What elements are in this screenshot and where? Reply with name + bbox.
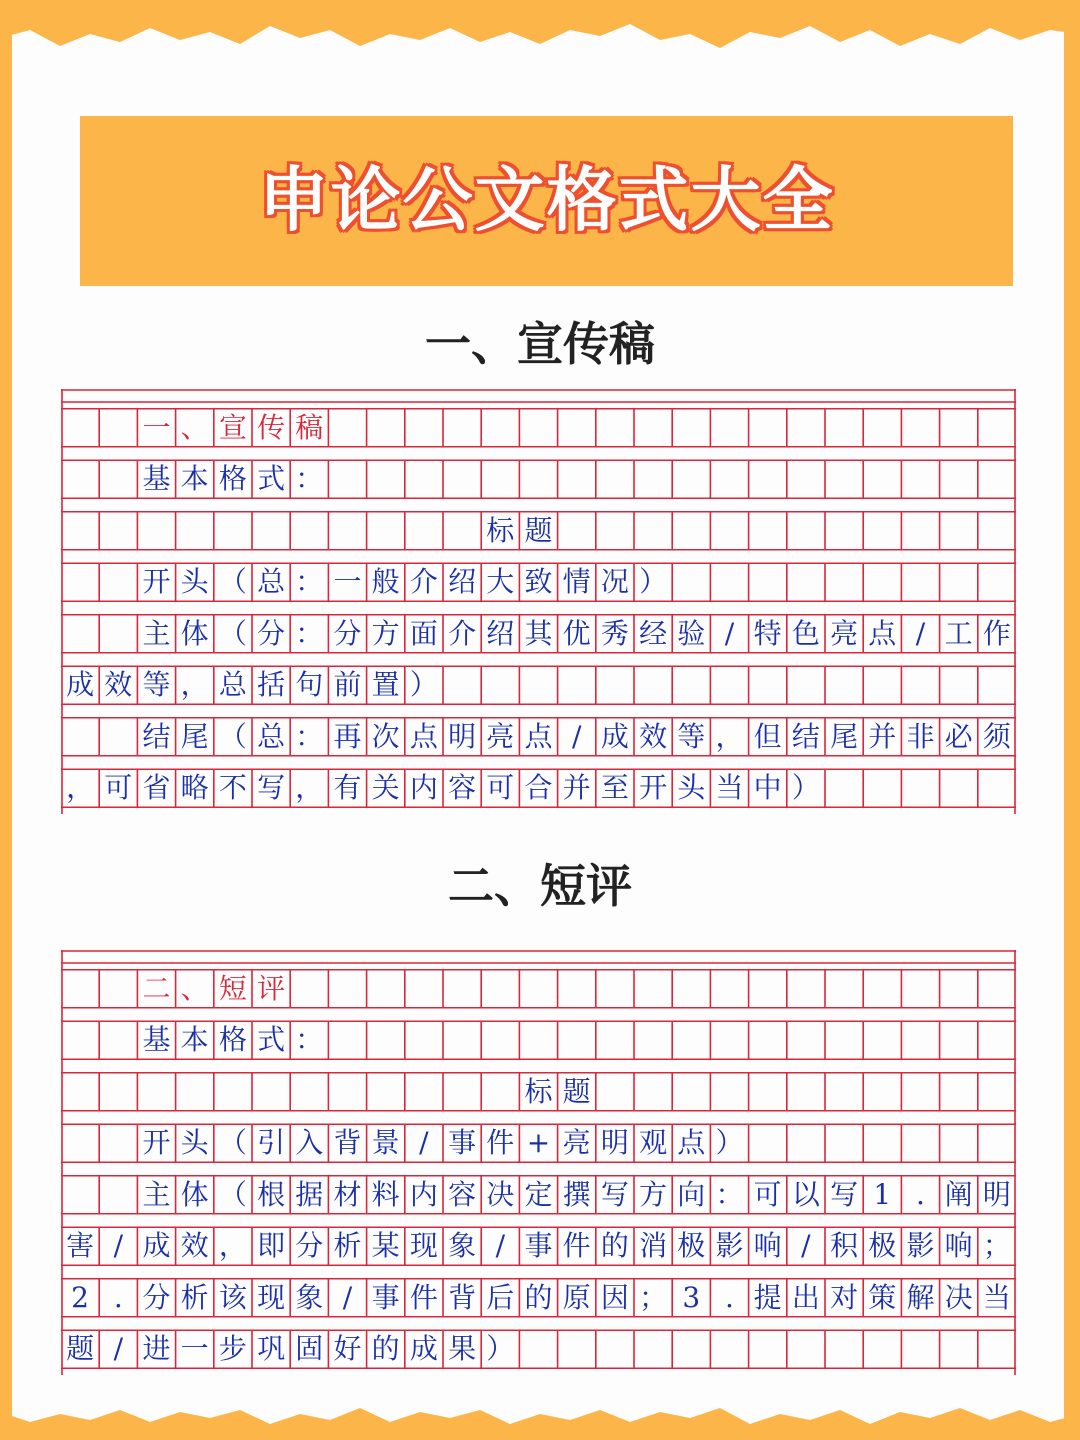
- grid-character: 明: [448, 719, 477, 753]
- grid-character: 响: [753, 1229, 782, 1263]
- grid-character: 开: [639, 771, 668, 805]
- grid-character: /: [113, 1332, 123, 1366]
- grid-character: 写: [257, 771, 286, 805]
- grid-character: ：: [295, 719, 324, 753]
- grid-character: /: [915, 616, 926, 650]
- grid-character: 1: [873, 1177, 892, 1211]
- grid-character: 结: [142, 719, 171, 753]
- grid-character: ）: [486, 1332, 515, 1366]
- grid-character: 向: [677, 1177, 706, 1211]
- grid-character: 入: [295, 1126, 324, 1160]
- grid-character: 消: [639, 1229, 668, 1263]
- grid-character: 3: [682, 1280, 701, 1314]
- grid-character: 阐: [944, 1177, 973, 1211]
- grid-character: 引: [257, 1126, 286, 1160]
- grid-character: 析: [333, 1229, 362, 1263]
- grid-character: 尾: [830, 719, 859, 753]
- grid-character: 括: [257, 668, 286, 702]
- grid-character: 必: [944, 719, 973, 753]
- grid-character: 内: [409, 771, 438, 805]
- title-banner: [80, 116, 1013, 286]
- grid-character: 一: [333, 565, 362, 599]
- grid-character: 式: [257, 462, 286, 496]
- grid-character: 亮: [562, 1126, 591, 1160]
- grid-character: ，: [218, 1229, 247, 1263]
- grid-character: 后: [486, 1280, 515, 1314]
- grid-character: 中: [753, 771, 782, 805]
- grid-character: （: [218, 1177, 247, 1211]
- grid-character: 评: [257, 971, 286, 1005]
- grid-character: 容: [448, 771, 477, 805]
- grid-character: 主: [142, 1177, 171, 1211]
- grid-character: 策: [868, 1280, 897, 1314]
- grid-character: 题: [66, 1332, 95, 1366]
- grid-character: 总: [218, 668, 247, 702]
- grid-character: 尾: [180, 719, 209, 753]
- grid-character: 大: [486, 565, 515, 599]
- grid-character: 头: [677, 771, 706, 805]
- grid-character: 结: [791, 719, 820, 753]
- grid-character: ：: [715, 1177, 744, 1211]
- grid-character: 并: [562, 771, 591, 805]
- grid-character: 内: [409, 1177, 438, 1211]
- grid-character: 件: [409, 1280, 438, 1314]
- grid-character: 事: [448, 1126, 477, 1160]
- grid-character: 略: [180, 771, 209, 805]
- grid-character: 据: [295, 1177, 324, 1211]
- grid-character: 式: [257, 1023, 286, 1057]
- section-heading-2: 二、短评: [448, 859, 632, 913]
- grid-character: /: [342, 1280, 353, 1314]
- grid-character: ）: [791, 771, 820, 805]
- grid-character: 、: [180, 971, 209, 1005]
- torn-paper-bottom-edge: [0, 1400, 1080, 1440]
- grid-character: 宣: [218, 410, 247, 444]
- grid-character: 该: [218, 1280, 247, 1314]
- grid-character: ，: [295, 771, 324, 805]
- grid-character: 成: [66, 668, 95, 702]
- grid-character: 点: [524, 719, 553, 753]
- grid-character: 开: [142, 1126, 171, 1160]
- grid-character: 的: [524, 1280, 553, 1314]
- grid-character: 总: [257, 719, 286, 753]
- grid-character: ；: [639, 1280, 668, 1314]
- grid-character: 况: [600, 565, 629, 599]
- grid-character: ）: [639, 565, 668, 599]
- grid-character: 背: [448, 1280, 477, 1314]
- grid-character: 影: [715, 1229, 744, 1263]
- grid-character: 题: [524, 513, 553, 547]
- grid-character: 效: [180, 1229, 209, 1263]
- grid-character: 写: [600, 1177, 629, 1211]
- grid-character: 影: [906, 1229, 935, 1263]
- grid-character: 极: [868, 1229, 897, 1263]
- grid-character: 成: [409, 1332, 438, 1366]
- grid-character: 传: [257, 410, 286, 444]
- torn-paper-top-edge: [0, 0, 1080, 70]
- grid-character: +: [526, 1126, 551, 1160]
- grid-character: 即: [257, 1229, 286, 1263]
- grid-character: /: [571, 719, 582, 753]
- grid-character: 效: [104, 668, 133, 702]
- grid-character: 事: [371, 1280, 400, 1314]
- grid-character: 面: [409, 616, 438, 650]
- grid-character: 绍: [486, 616, 515, 650]
- grid-character: 非: [906, 719, 935, 753]
- grid-character: /: [724, 616, 735, 650]
- grid-character: 容: [448, 1177, 477, 1211]
- grid-character: 但: [753, 719, 782, 753]
- grid-character: 象: [448, 1229, 477, 1263]
- grid-character: ：: [295, 462, 324, 496]
- grid-character: （: [218, 565, 247, 599]
- grid-character: 开: [142, 565, 171, 599]
- grid-character: ，: [66, 771, 95, 805]
- grid-character: 并: [868, 719, 897, 753]
- grid-character: 等: [677, 719, 706, 753]
- grid-character: 方: [639, 1177, 668, 1211]
- grid-character: 可: [753, 1177, 782, 1211]
- grid-character: ，: [715, 719, 744, 753]
- grid-character: 出: [791, 1280, 820, 1314]
- grid-character: .: [725, 1280, 734, 1314]
- grid-character: 、: [180, 410, 209, 444]
- grid-character: /: [113, 1229, 123, 1263]
- grid-character: 可: [486, 771, 515, 805]
- grid-character: 稿: [295, 410, 324, 444]
- grid-character: 进: [142, 1332, 171, 1366]
- page-title: 申论公文格式大全: [258, 159, 835, 241]
- grid-character: 当: [982, 1280, 1011, 1314]
- grid-character: （: [218, 719, 247, 753]
- grid-character: 观: [639, 1126, 668, 1160]
- grid-character: 介: [448, 616, 477, 650]
- grid-character: 对: [830, 1280, 859, 1314]
- grid-character: 等: [142, 668, 171, 702]
- grid-character: 置: [371, 668, 400, 702]
- grid-character: 果: [448, 1332, 477, 1366]
- grid-character: 格: [218, 1023, 247, 1057]
- grid-character: 成: [600, 719, 629, 753]
- grid-character: 情: [562, 565, 591, 599]
- grid-character: 因: [600, 1280, 629, 1314]
- grid-character: 分: [142, 1280, 171, 1314]
- grid-character: 分: [257, 616, 286, 650]
- grid-character: 分: [295, 1229, 324, 1263]
- writing-grid-2: [61, 950, 1016, 1375]
- grid-character: 介: [409, 565, 438, 599]
- grid-character: 短: [218, 971, 247, 1005]
- grid-character: ，: [180, 668, 209, 702]
- grid-character: /: [495, 1229, 505, 1263]
- grid-character: 象: [295, 1280, 324, 1314]
- grid-character: 现: [409, 1229, 438, 1263]
- grid-character: 不: [218, 771, 247, 805]
- grid-character: 的: [371, 1332, 400, 1366]
- grid-character: 亮: [486, 719, 515, 753]
- grid-character: .: [916, 1177, 925, 1211]
- writing-grid-1: [61, 389, 1016, 814]
- grid-character: 优: [562, 616, 591, 650]
- grid-character: 一: [180, 1332, 209, 1366]
- grid-character: 头: [180, 565, 209, 599]
- grid-character: 有: [333, 771, 362, 805]
- grid-character: 格: [218, 462, 247, 496]
- grid-character: 本: [180, 462, 209, 496]
- grid-character: 次: [371, 719, 400, 753]
- grid-character: 须: [982, 719, 1011, 753]
- grid-character: 以: [791, 1177, 820, 1211]
- grid-character: 句: [295, 668, 324, 702]
- grid-character: （: [218, 1126, 247, 1160]
- grid-character: 响: [944, 1229, 973, 1263]
- grid-character: 撰: [562, 1177, 591, 1211]
- grid-character: 景: [371, 1126, 400, 1160]
- grid-character: ）: [409, 668, 438, 702]
- grid-character: 分: [333, 616, 362, 650]
- grid-character: 色: [791, 616, 820, 650]
- grid-character: 基: [142, 1023, 171, 1057]
- grid-character: 点: [868, 616, 897, 650]
- grid-character: 一: [142, 410, 171, 444]
- grid-character: ：: [295, 616, 324, 650]
- grid-character: 秀: [600, 616, 629, 650]
- grid-character: 料: [371, 1177, 400, 1211]
- grid-character: 标: [524, 1074, 553, 1108]
- grid-character: 材: [333, 1177, 362, 1211]
- grid-character: 点: [409, 719, 438, 753]
- grid-character: 明: [600, 1126, 629, 1160]
- grid-character: .: [113, 1280, 123, 1314]
- grid-character: 效: [639, 719, 668, 753]
- grid-character: 体: [180, 1177, 209, 1211]
- grid-character: ；: [982, 1229, 1011, 1263]
- grid-character: 验: [677, 616, 706, 650]
- grid-character: 点: [677, 1126, 706, 1160]
- grid-character: 再: [333, 719, 362, 753]
- grid-character: 总: [257, 565, 286, 599]
- grid-character: 致: [524, 565, 553, 599]
- grid-character: 积: [830, 1229, 859, 1263]
- grid-character: （: [218, 616, 247, 650]
- grid-character: /: [419, 1126, 429, 1160]
- grid-character: 件: [562, 1229, 591, 1263]
- grid-character: 决: [944, 1280, 973, 1314]
- grid-character: 绍: [448, 565, 477, 599]
- grid-character: 标: [486, 513, 515, 547]
- grid-character: 明: [982, 1177, 1011, 1211]
- grid-character: ：: [295, 565, 324, 599]
- grid-character: /: [801, 1229, 811, 1263]
- grid-character: 害: [66, 1229, 95, 1263]
- grid-character: 基: [142, 462, 171, 496]
- grid-character: 解: [906, 1280, 935, 1314]
- grid-character: 主: [142, 616, 171, 650]
- grid-character: ：: [295, 1023, 324, 1057]
- grid-character: 背: [333, 1126, 362, 1160]
- grid-character: 件: [486, 1126, 515, 1160]
- grid-character: 定: [524, 1177, 553, 1211]
- grid-character: 当: [715, 771, 744, 805]
- grid-character: 决: [486, 1177, 515, 1211]
- grid-character: 省: [142, 771, 171, 805]
- grid-character: 的: [600, 1229, 629, 1263]
- grid-character: 成: [142, 1229, 171, 1263]
- grid-character: 题: [562, 1074, 591, 1108]
- grid-character: 事: [524, 1229, 553, 1263]
- grid-character: 极: [677, 1229, 706, 1263]
- grid-character: 合: [524, 771, 553, 805]
- grid-character: 好: [333, 1332, 362, 1366]
- grid-character: 经: [639, 616, 668, 650]
- grid-character: 特: [753, 616, 782, 650]
- grid-character: 提: [753, 1280, 782, 1314]
- grid-character: 前: [333, 668, 362, 702]
- grid-character: 可: [104, 771, 133, 805]
- grid-character: 二: [142, 971, 171, 1005]
- grid-character: 本: [180, 1023, 209, 1057]
- grid-character: 作: [982, 616, 1011, 650]
- grid-character: ）: [715, 1126, 744, 1160]
- grid-character: 方: [371, 616, 400, 650]
- section-heading-1: 一、宣传稿: [425, 317, 655, 371]
- grid-character: 根: [257, 1177, 286, 1211]
- grid-character: 现: [257, 1280, 286, 1314]
- grid-character: 某: [371, 1229, 400, 1263]
- grid-character: 工: [944, 616, 973, 650]
- grid-character: 原: [562, 1280, 591, 1314]
- grid-character: 体: [180, 616, 209, 650]
- grid-character: 头: [180, 1126, 209, 1160]
- grid-character: 关: [371, 771, 400, 805]
- grid-character: 其: [524, 616, 553, 650]
- grid-character: 般: [371, 565, 400, 599]
- grid-character: 析: [180, 1280, 209, 1314]
- grid-character: 写: [830, 1177, 859, 1211]
- grid-character: 2: [71, 1280, 89, 1314]
- grid-character: 步: [218, 1332, 247, 1366]
- grid-character: 亮: [830, 616, 859, 650]
- grid-character: 固: [295, 1332, 324, 1366]
- grid-character: 巩: [257, 1332, 286, 1366]
- grid-character: 至: [600, 771, 629, 805]
